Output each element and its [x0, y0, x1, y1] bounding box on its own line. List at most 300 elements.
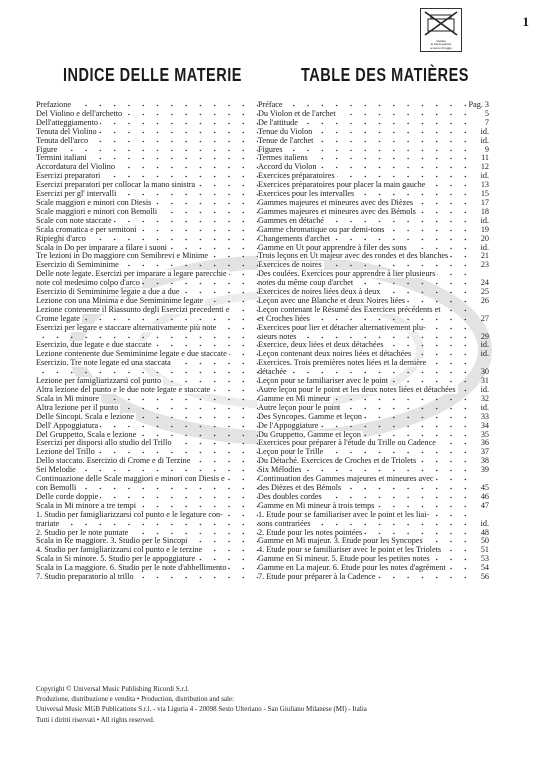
toc-entry-italian-text: Lezione contenente il Riassunto degli Esercizi precedenti e [36, 305, 230, 314]
toc-entry-italian [36, 270, 258, 279]
toc-entry-french-text: Exercices. Trois premières notes liées et la dernière [258, 359, 427, 368]
toc-entry-italian-text: Delle corde doppie [36, 492, 99, 501]
toc-row [36, 573, 489, 582]
toc-entry-italian-text: Sei Melodie [36, 466, 76, 475]
toc-row [36, 448, 489, 457]
toc-entry-french-text: Exercices pour les intervalles [258, 190, 355, 199]
toc-entry-french [258, 564, 467, 573]
toc-entry-french [258, 350, 467, 359]
toc-page-number: 56 [480, 572, 489, 582]
toc-entry-french [258, 395, 467, 404]
toc-entry-italian-text: Delle note legate. Esercizi per imparare a legare parecchie [36, 270, 227, 279]
toc-page-number: 38 [480, 456, 489, 466]
toc-row [36, 315, 489, 324]
toc-page-number: 21 [480, 251, 489, 261]
toc-entry-french-text: 1. Etude pour se familiariser avec le point et les liai- [258, 510, 430, 519]
toc-entry-italian [36, 261, 258, 270]
toc-entry-french-text: Exercices pour préparer à l'étude du Trille ou Cadence [258, 439, 436, 448]
toc-entry-french [258, 226, 467, 235]
toc-entry-french [258, 413, 467, 422]
toc-page-number: 23 [480, 260, 489, 270]
toc-page-number: 13 [480, 180, 489, 190]
toc-row [36, 422, 489, 431]
toc-row [36, 137, 489, 146]
toc-page-number: 53 [480, 554, 489, 564]
toc-entry-italian [36, 110, 258, 119]
toc-entry-italian-text: Tre lezioni in Do maggiore con Semibrevi e Minime [36, 252, 209, 261]
toc-entry-italian [36, 315, 258, 324]
toc-entry-french [258, 128, 467, 137]
toc-page-number: 25 [480, 287, 489, 297]
toc-entry-italian-text [36, 333, 38, 341]
toc-entry-italian [36, 555, 258, 564]
toc-row [36, 101, 489, 110]
toc-entry-italian-text: Figure [36, 145, 58, 154]
toc-page-number: 54 [480, 563, 489, 573]
toc-row [36, 341, 489, 350]
toc-entry-italian-text: Delle Sincopi. Scala e lezione [36, 412, 134, 421]
toc-entry-french-text: Exercices de noires [258, 261, 322, 270]
toc-page-number: 15 [480, 189, 489, 199]
toc-row [36, 154, 489, 163]
toc-entry-italian [36, 154, 258, 163]
toc-entry-italian [36, 235, 258, 244]
title-french: TABLE DES MATIÈRES [301, 66, 469, 86]
toc-row [36, 466, 489, 475]
toc-entry-italian [36, 101, 258, 110]
page-number: 1 [522, 14, 529, 29]
toc-entry-italian [36, 199, 258, 208]
toc-page-number: id. [480, 215, 489, 225]
toc-entry-italian-text: Scala in Mi minore a tre tempi [36, 501, 137, 510]
toc-entry-italian-text [36, 368, 38, 376]
footer-line: Universal Music MGB Publications S.r.l. - via Liguria 4 - 20098 Sesto Ulteriano - San Giuliano Milanese (MI) - Italia [36, 705, 367, 714]
toc-entry-french-text: 2. Etude pour les notes pointées [258, 528, 363, 537]
toc-entry-french [258, 181, 467, 190]
toc-entry-italian [36, 146, 258, 155]
toc-entry-italian [36, 226, 258, 235]
toc-row [36, 457, 489, 466]
toc-row [36, 119, 489, 128]
toc-row [36, 261, 489, 270]
toc-entry-italian [36, 475, 258, 484]
no-photocopy-stamp [420, 8, 462, 52]
toc-entry-french [258, 386, 467, 395]
toc-entry-italian-text: trariate [36, 519, 60, 528]
toc-row [36, 359, 489, 368]
toc-row [36, 279, 489, 288]
toc-entry-french-text: Autre leçon pour le point [258, 403, 341, 412]
toc-entry-italian-text: Crome legate [36, 314, 80, 323]
toc-entry-italian [36, 493, 258, 502]
toc-entry-italian [36, 511, 258, 520]
toc-entry-italian-text: Scale maggiori e minori con Bemolli [36, 207, 158, 216]
crossed-photocopier-icon [421, 9, 461, 39]
toc-entry-italian [36, 564, 258, 573]
toc-row [36, 324, 489, 333]
toc-page-number: 24 [480, 278, 489, 288]
toc-entry-french [258, 341, 467, 350]
toc-entry-french [258, 359, 467, 368]
toc-entry-french-text: Gammes en détaché [258, 216, 324, 225]
toc-entry-italian-text: Scale con note staccate [36, 216, 112, 225]
toc-entry-italian-text: 4. Studio per famigliarizzarsi col punto e le terzine [36, 546, 203, 555]
toc-entry-french [258, 422, 467, 431]
toc-entry-italian-text: Tenuta dell'arco [36, 136, 89, 145]
toc-page-number: 29 [480, 331, 489, 341]
toc-entry-italian-text: Scala in Do per imparare a filare i suoni [36, 243, 167, 252]
toc-entry-italian-text: con Bemolli [36, 483, 77, 492]
toc-page-number: 32 [480, 393, 489, 403]
toc-entry-french [258, 537, 467, 546]
toc-entry-italian [36, 181, 258, 190]
toc-row [36, 163, 489, 172]
toc-entry-italian [36, 190, 258, 199]
toc-page-number: 11 [481, 153, 489, 163]
toc-entry-french [258, 235, 467, 244]
toc-entry-italian-text: Ripieghi d'arco [36, 234, 86, 243]
toc-entry-italian-text: Prefazione [36, 101, 72, 109]
toc-page-number: 30 [480, 367, 489, 377]
stamp-text-line: la fotocopiatura [430, 42, 452, 47]
toc-entry-french-text: De l'Appoggiature [258, 421, 319, 430]
toc-entry-french-text: Préface [258, 101, 283, 109]
toc-entry-italian [36, 350, 258, 359]
toc-row [36, 475, 489, 484]
toc-entry-italian-text: Scale maggiori e minori con Diesis [36, 198, 152, 207]
toc-page-number: id. [480, 242, 489, 252]
toc-entry-french-text: Gammes majeures et mineures avec des Dièzes [258, 198, 414, 207]
toc-page-number: 45 [480, 482, 489, 492]
toc-entry-french-text: Exercices de noires liées deux à deux [258, 288, 381, 297]
copyright-footer [36, 684, 516, 725]
toc-page-number: 47 [480, 500, 489, 510]
toc-entry-french [258, 555, 467, 564]
toc-entry-italian [36, 457, 258, 466]
toc-entry-italian [36, 546, 258, 555]
toc-row [36, 439, 489, 448]
toc-entry-italian-text: Esercizi per disporsi allo studio del Trillo [36, 439, 172, 448]
toc-entry-italian-text: Del Violino e dell'archetto [36, 109, 123, 118]
toc-entry-italian-text: Lezione del Trillo [36, 448, 95, 457]
toc-page-number: 19 [480, 224, 489, 234]
toc-page-number: 20 [480, 233, 489, 243]
toc-row [36, 306, 489, 315]
toc-entry-french [258, 431, 467, 440]
toc-entry-french [258, 484, 467, 493]
toc-entry-italian [36, 413, 258, 422]
toc-page-number: 51 [480, 545, 489, 555]
toc-page-number: id. [480, 340, 489, 350]
toc-entry-french [258, 270, 467, 279]
toc-entry-italian [36, 119, 258, 128]
toc-entry-french [258, 404, 467, 413]
toc-entry-french [258, 190, 467, 199]
toc-entry-italian-text: Lezione con una Minima e due Semiminime legate [36, 296, 204, 305]
toc-row [36, 511, 489, 520]
toc-entry-italian-text: Esercizio di Semiminime [36, 261, 119, 270]
toc-entry-french-text: 7. Etude pour préparer à la Cadence [258, 573, 376, 582]
toc-entry-italian-text: Lezione contenente due Semiminime legate e due staccate [36, 350, 227, 359]
toc-entry-french-text: Gamme chromatique ou par demi-tons [258, 225, 385, 234]
toc-entry-french-text: Termes italiens [258, 154, 308, 163]
toc-entry-italian-text: Esercizi per legare e staccare alternativamente più note [36, 323, 217, 332]
toc-entry-french [258, 439, 467, 448]
toc-row [36, 235, 489, 244]
toc-entry-italian [36, 208, 258, 217]
toc-page-number: id. [480, 135, 489, 145]
toc-entry-french-text: et Croches liées [258, 314, 310, 323]
toc-entry-italian [36, 128, 258, 137]
toc-entry-french-text: De l'attitude [258, 118, 298, 127]
toc-entry-italian [36, 252, 258, 261]
toc-entry-french-text: Leçon avec une Blanche et deux Noires liées [258, 296, 406, 305]
toc-entry-italian [36, 163, 258, 172]
footer-line: Copyright © Universal Music Publishing Ricordi S.r.l. [36, 685, 189, 693]
toc-row [36, 493, 489, 502]
toc-entry-french-text: Du Détaché. Exercices de Croches et de Triolets [258, 457, 417, 466]
toc-entry-italian-text: Continuazione delle Scale maggiori e minori con Diesis e [36, 475, 225, 484]
toc-entry-french [258, 288, 467, 297]
toc-entry-italian-text: Scala in Si minore. 5. Studio per le appoggiature [36, 555, 196, 564]
toc-row [36, 484, 489, 493]
toc-entry-french-text: Gammes majeures et mineures avec des Bémols [258, 207, 416, 216]
toc-entry-french [258, 119, 467, 128]
toc-entry-italian [36, 217, 258, 226]
toc-row [36, 520, 489, 529]
toc-row [36, 386, 489, 395]
title-italian: INDICE DELLE MATERIE [63, 66, 242, 86]
toc-entry-italian-text: note col medesimo colpo d'arco [36, 279, 140, 288]
toc-row [36, 244, 489, 253]
toc-entry-italian [36, 466, 258, 475]
toc-entry-french [258, 493, 467, 502]
stamp-text-line: Vietata [436, 38, 446, 43]
toc-row [36, 537, 489, 546]
toc-entry-italian-text: Dell'atteggiamento [36, 118, 98, 127]
toc-entry-french [258, 252, 467, 261]
toc-page-number: 9 [484, 144, 489, 154]
toc-entry-french-text: Gamme en Ut pour apprendre à filer des sons [258, 243, 407, 252]
toc-entry-italian [36, 324, 258, 333]
toc-entry-italian [36, 520, 258, 529]
toc-entry-italian-text: 1. Studio per famigliarizzarsi col punto e le legature con- [36, 510, 223, 519]
toc-entry-french [258, 279, 467, 288]
toc-entry-french-text: Leçon pour le Trille [258, 448, 324, 457]
toc-row [36, 564, 489, 573]
toc-entry-italian [36, 341, 258, 350]
toc-page-number: id. [480, 385, 489, 394]
toc-entry-french [258, 546, 467, 555]
toc-page-number: 27 [480, 313, 489, 323]
toc-entry-french-text: Autre leçon pour le point et les deux notes liées et détachées [258, 386, 456, 394]
toc-entry-french [258, 146, 467, 155]
toc-page-number: 12 [480, 162, 489, 172]
toc-entry-french [258, 466, 467, 475]
toc-entry-italian [36, 244, 258, 253]
toc-entry-italian [36, 377, 258, 386]
toc-page-number: 31 [480, 376, 489, 386]
toc-entry-french-text: Exercices pour lier et détacher alternativement plu- [258, 323, 426, 332]
toc-row [36, 199, 489, 208]
toc-entry-french-text: notes du même coup d'archet [258, 279, 354, 288]
toc-entry-french [258, 154, 467, 163]
toc-row [36, 226, 489, 235]
toc-entry-french-text: Gamme en Si mineur. 5. Etude pour les petites notes [258, 555, 430, 564]
toc-entry-italian [36, 359, 258, 368]
stamp-text [421, 40, 461, 50]
toc-entry-italian-text: Dello staccato. Esercizio di Crome e di Terzine [36, 457, 191, 466]
toc-entry-french [258, 137, 467, 146]
toc-row [36, 350, 489, 359]
toc-page-number: id. [480, 349, 489, 359]
toc-entry-french [258, 110, 467, 119]
toc-entry-italian-text: Termini italiani [36, 154, 87, 163]
toc-entry-french [258, 199, 467, 208]
toc-entry-french [258, 377, 467, 386]
toc-entry-italian [36, 172, 258, 181]
toc-page-number: 36 [480, 438, 489, 448]
toc-page-number: 33 [480, 411, 489, 421]
toc-entry-italian-text: Esercizio, due legate e due staccate [36, 341, 152, 350]
toc-entry-french-text: Continuation des Gammes majeures et mineures avec [258, 475, 434, 484]
toc-row [36, 555, 489, 564]
toc-entry-italian [36, 306, 258, 315]
toc-entry-french-text: détachée [258, 368, 287, 377]
toc-entry-italian [36, 448, 258, 457]
toc-entry-italian [36, 333, 258, 342]
toc-entry-french [258, 333, 467, 342]
toc-entry-italian [36, 279, 258, 288]
toc-entry-french [258, 520, 467, 529]
toc-entry-french [258, 163, 467, 172]
stamp-text-line: ai sensi di legge [430, 45, 452, 50]
toc-entry-italian-text: Scala in La maggiore. 6. Studio per le note d'abbellimento [36, 564, 227, 573]
toc-row [36, 172, 489, 181]
toc-entry-italian [36, 431, 258, 440]
toc-entry-french-text: Gamme en Mi majeur. 3. Etude pour les Syncopes [258, 537, 423, 546]
toc-entry-french-text: Exercices préparatoires pour placer la main gauche [258, 181, 426, 190]
toc-row [36, 110, 489, 119]
toc-entry-french [258, 101, 467, 110]
toc-entry-italian-text: Esercizi per gl' intervalli [36, 190, 117, 199]
toc-entry-italian-text: 2. Studio per le note puntate [36, 528, 129, 537]
toc-entry-italian [36, 137, 258, 146]
toc-entry-french-text: Changements d'archet [258, 234, 331, 243]
table-of-contents [36, 101, 489, 582]
toc-entry-french [258, 217, 467, 226]
toc-entry-french-text: Exercices préparatoires [258, 172, 335, 181]
toc-row [36, 128, 489, 137]
toc-entry-italian-text: Dell' Appoggiatura [36, 421, 99, 430]
toc-entry-italian-text: Esercizi preparatori per collocar la mano sinistra [36, 181, 196, 190]
toc-entry-french-text: Figures [258, 145, 283, 154]
toc-page-number: id. [480, 518, 489, 528]
toc-row [36, 368, 489, 377]
toc-entry-italian [36, 502, 258, 511]
toc-entry-italian [36, 404, 258, 413]
toc-entry-french [258, 475, 467, 484]
toc-entry-italian [36, 368, 258, 377]
toc-entry-french [258, 306, 467, 315]
toc-row [36, 270, 489, 279]
footer-line: Produzione, distribuzione e vendita • Production, distribution and sale: [36, 695, 235, 704]
toc-page-number: 37 [480, 447, 489, 457]
toc-entry-italian-text: Altra lezione per il punto [36, 403, 119, 412]
toc-row [36, 333, 489, 342]
toc-row [36, 208, 489, 217]
toc-page-number: 26 [480, 295, 489, 305]
toc-entry-french-text: Gamme en Mi mineur [258, 394, 331, 403]
toc-entry-french-text: Gamme en Mi mineur à trois temps [258, 501, 375, 510]
toc-page-number: Pag. 3 [468, 100, 489, 109]
toc-entry-french-text: Leçon pour se familiariser avec le point [258, 377, 389, 386]
toc-entry-french [258, 244, 467, 253]
toc-entry-french-text: Accord du Violon [258, 163, 317, 172]
toc-entry-italian-text: Scala in Mi minore [36, 394, 99, 403]
toc-entry-french [258, 511, 467, 520]
toc-entry-french-text: Des coulées. Exercices pour apprendre à lier plusieurs [258, 270, 436, 279]
toc-entry-french-text: 4. Etude pour se familiariser avec le point et les Triolets [258, 546, 442, 555]
toc-entry-french [258, 448, 467, 457]
toc-row [36, 546, 489, 555]
toc-page-number: 7 [484, 117, 489, 127]
toc-entry-french [258, 368, 467, 377]
toc-row [36, 252, 489, 261]
toc-page-number: 46 [480, 491, 489, 501]
toc-entry-italian-text: Esercizi preparatori [36, 172, 101, 181]
toc-entry-french-text: Des Syncopes. Gamme et leçon [258, 412, 362, 421]
toc-entry-french [258, 297, 467, 306]
toc-entry-italian [36, 395, 258, 404]
toc-entry-french-text: sieurs notes [258, 332, 297, 341]
toc-entry-french-text: Exercice, deux liées et deux détachées [258, 341, 384, 350]
toc-row [36, 404, 489, 413]
toc-entry-italian [36, 288, 258, 297]
toc-row [36, 297, 489, 306]
toc-entry-french [258, 502, 467, 511]
toc-row [36, 529, 489, 538]
toc-entry-italian [36, 573, 258, 582]
toc-row [36, 431, 489, 440]
toc-entry-french-text: Leçon contenant deux noires liées et détachées [258, 350, 412, 359]
toc-entry-french [258, 573, 467, 582]
toc-entry-french [258, 208, 467, 217]
toc-entry-italian-text: 7. Studio preparatorio al trillo [36, 573, 134, 582]
toc-page-number: 50 [480, 536, 489, 546]
toc-row [36, 502, 489, 511]
toc-row [36, 190, 489, 199]
toc-entry-french-text: Des doubles cordes [258, 492, 322, 501]
toc-page-number: id. [480, 126, 489, 136]
toc-row [36, 395, 489, 404]
toc-entry-french-text: Six Mélodies [258, 466, 302, 475]
toc-entry-french-text: Tenue du Violon [258, 127, 313, 136]
footer-line: Tutti i diritti riservati • All rights reserved. [36, 715, 155, 724]
toc-page-number: 39 [480, 465, 489, 475]
toc-entry-italian-text: Scala cromatica e per semitoni [36, 225, 137, 234]
toc-row [36, 146, 489, 155]
toc-entry-italian-text: Altra lezione del punto e le due note legate e staccate [36, 386, 211, 394]
toc-entry-italian [36, 439, 258, 448]
toc-entry-italian-text: Lezione per famigliarizzarsi col punto [36, 377, 162, 386]
toc-entry-italian-text: Accordatura del Violino [36, 163, 115, 172]
toc-row [36, 181, 489, 190]
toc-entry-french-text: des Dièzes et des Bémols [258, 483, 342, 492]
toc-entry-french [258, 172, 467, 181]
toc-entry-french-text: Du Gruppetto, Gamme et leçon [258, 430, 361, 439]
toc-entry-french [258, 529, 467, 538]
